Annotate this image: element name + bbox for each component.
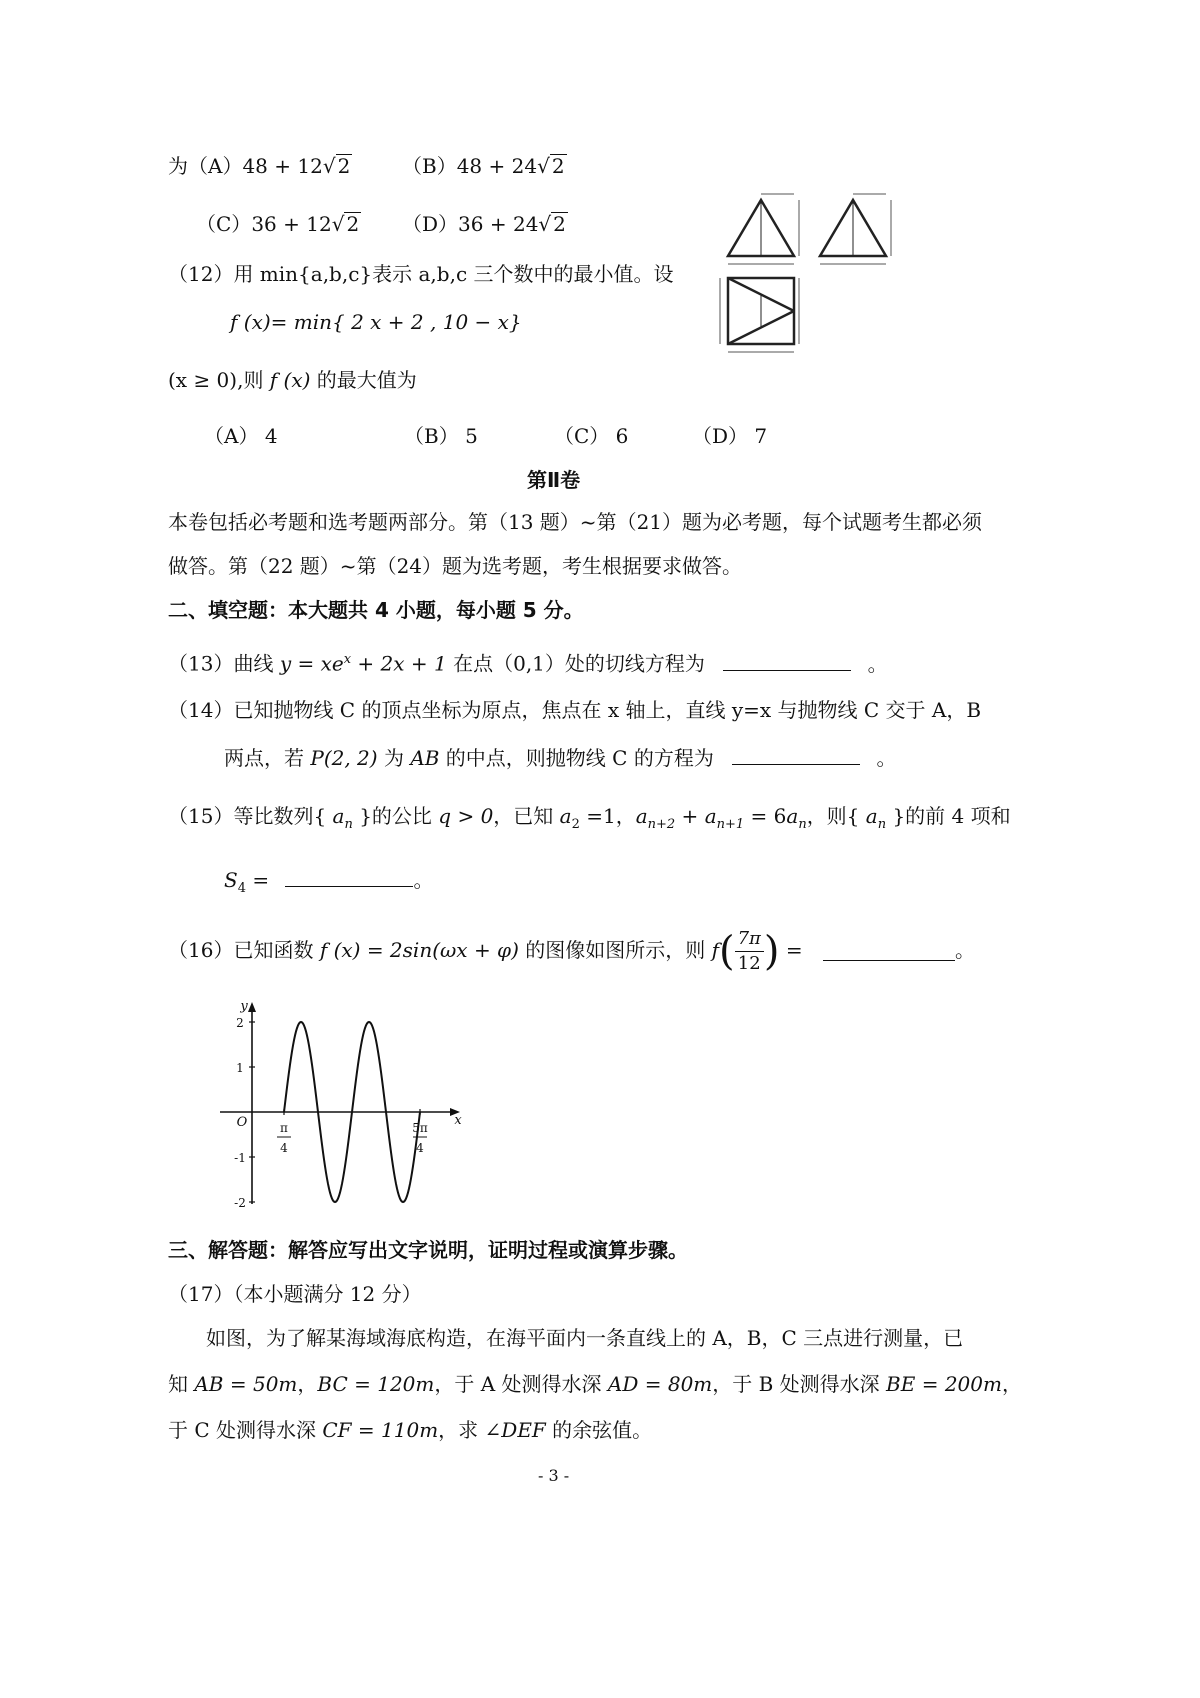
q11-a-radicand: 2 bbox=[337, 154, 351, 178]
q11-option-a bbox=[168, 152, 352, 180]
q11-d-radicand: 2 bbox=[553, 212, 566, 236]
q12-option-d bbox=[692, 422, 767, 450]
q15-sum: S bbox=[224, 868, 238, 892]
q15-rec-sub: n+1 bbox=[716, 817, 745, 832]
q12-question: 的最大值为 bbox=[310, 368, 417, 392]
option-value: 4 bbox=[264, 424, 278, 448]
q14-text: 为 bbox=[377, 746, 411, 770]
q12-stem: （12）用 min{a,b,c}表示 a,b,c 三个数中的最小值。设 bbox=[168, 262, 674, 286]
q11-prefix: 为（A） bbox=[168, 154, 243, 178]
page-number: - 3 - bbox=[538, 1466, 570, 1485]
q14-text: 两点，若 bbox=[224, 746, 311, 770]
q15-rec-sub: n bbox=[798, 817, 807, 832]
q17-line1: 如图，为了解某海域海底构造，在海平面内一条直线上的 A，B，C 三点进行测量，已 bbox=[206, 1326, 964, 1350]
q15-text: =1， bbox=[579, 804, 636, 828]
q15-line1 bbox=[168, 802, 1011, 839]
q16-label: （16）已知函数 bbox=[168, 938, 320, 962]
q16-end: 。 bbox=[955, 938, 975, 962]
q17-question: 的余弦值。 bbox=[545, 1418, 653, 1442]
section2-title: 二、填空题：本大题共 4 小题，每小题 5 分。 bbox=[168, 598, 584, 622]
sqrt-sign: √ bbox=[537, 154, 550, 178]
q15-text: ，则{ bbox=[806, 804, 866, 828]
option-label: （C） bbox=[554, 424, 610, 448]
right-paren: ) bbox=[763, 928, 780, 975]
part2-title: 第Ⅱ卷 bbox=[527, 468, 581, 492]
q15-seq-sub: n bbox=[344, 817, 353, 832]
q11-d-value: 36 + 24 bbox=[458, 212, 539, 236]
q17-header: （17）（本小题满分 12 分） bbox=[168, 1282, 422, 1306]
q12-func-ref: f (x) bbox=[269, 368, 311, 392]
q14-segment: AB bbox=[410, 746, 440, 770]
q13-question: 在点（0,1）处的切线方程为 bbox=[446, 651, 705, 676]
q15-a2-sub: 2 bbox=[571, 817, 580, 832]
top-view bbox=[728, 278, 794, 344]
option-value: 7 bbox=[754, 424, 768, 448]
x-tick-denominator: 4 bbox=[280, 1141, 288, 1155]
q11-c-value: 36 + 12 bbox=[251, 212, 332, 236]
q15-ratio: q > 0 bbox=[438, 804, 494, 828]
q13-end: 。 bbox=[867, 651, 888, 676]
q14-line1: （14）已知抛物线 C 的顶点坐标为原点，焦点在 x 轴上，直线 y=x 与抛物线 C 交于 A，B bbox=[168, 698, 982, 722]
q17-bc: BC = 120m bbox=[317, 1372, 435, 1396]
q13 bbox=[168, 646, 888, 678]
q16-f: f bbox=[711, 938, 719, 962]
q15-question: }的前 4 项和 bbox=[886, 804, 1011, 828]
q17-be: BE = 200m bbox=[886, 1372, 1002, 1396]
q14-question: 的中点，则抛物线 C 的方程为 bbox=[439, 746, 714, 770]
q11-c-label: （C） bbox=[196, 212, 252, 236]
x-tick-numerator: π bbox=[280, 1121, 288, 1135]
y-tick-label: 2 bbox=[236, 1016, 244, 1030]
q15-rec: a bbox=[786, 804, 799, 828]
q14-end: 。 bbox=[876, 746, 897, 770]
q11-option-b bbox=[402, 152, 567, 180]
q15-line2 bbox=[224, 866, 433, 903]
option-label: （D） bbox=[692, 424, 749, 448]
q15-rec: a bbox=[704, 804, 717, 828]
part2-intro-line1: 本卷包括必考题和选考题两部分。第（13 题）~第（21）题为必考题，每个试题考生都必须 bbox=[168, 510, 983, 534]
left-paren: ( bbox=[719, 928, 735, 975]
q15-text: }的公比 bbox=[352, 804, 439, 828]
q15-seq: a bbox=[332, 804, 345, 828]
q14-point: P(2, 2) bbox=[310, 746, 378, 770]
q16-numerator: 7π bbox=[735, 927, 764, 952]
option-label: （A） bbox=[204, 424, 259, 448]
y-axis-arrow bbox=[248, 1002, 256, 1012]
option-value: 6 bbox=[615, 424, 629, 448]
q13-answer-blank[interactable] bbox=[723, 652, 851, 671]
q14-answer-blank[interactable] bbox=[732, 746, 860, 765]
q17-text: ，于 B 处测得水深 bbox=[712, 1372, 887, 1396]
q15-text: ，已知 bbox=[493, 804, 560, 828]
q11-b-value: 48 + 24 bbox=[456, 154, 538, 178]
option-label: （B） bbox=[404, 424, 459, 448]
q17-cf: CF = 110m bbox=[322, 1418, 439, 1442]
q11-b-label: （B） bbox=[402, 154, 457, 178]
q17-ad: AD = 80m bbox=[607, 1372, 713, 1396]
q15-rec-op: = 6 bbox=[744, 804, 787, 828]
q16-denominator: 12 bbox=[737, 953, 761, 974]
three-view-figure bbox=[715, 180, 925, 360]
section3-title: 三、解答题：解答应写出文字说明，证明过程或演算步骤。 bbox=[168, 1238, 688, 1262]
y-axis-label: y bbox=[240, 999, 248, 1014]
q17-line2 bbox=[168, 1370, 1022, 1398]
q17-text: ， bbox=[297, 1372, 318, 1396]
q15-rec-op: + bbox=[675, 804, 705, 828]
q16-fraction bbox=[735, 927, 764, 976]
q12-function: f (x)= min{ 2 x + 2 , 10 − x} bbox=[230, 310, 522, 334]
q13-curve: y = xe bbox=[279, 651, 344, 676]
sqrt-sign: √ bbox=[538, 212, 552, 236]
option-value: 5 bbox=[465, 424, 478, 448]
q15-eq: = bbox=[245, 868, 270, 892]
q14-line2 bbox=[224, 744, 897, 772]
q12-option-c bbox=[554, 422, 628, 450]
x-tick-denominator: 4 bbox=[416, 1141, 424, 1155]
x-tick-numerator: 5π bbox=[412, 1121, 428, 1135]
q15-seq-sub: n bbox=[877, 817, 887, 832]
q12-option-b bbox=[404, 422, 478, 450]
q17-angle: ∠DEF bbox=[484, 1418, 546, 1442]
x-axis-label: x bbox=[454, 1113, 462, 1128]
q16 bbox=[168, 922, 975, 978]
sqrt-sign: √ bbox=[322, 154, 336, 178]
q15-seq: a bbox=[865, 804, 878, 828]
q17-text: ， bbox=[1001, 1372, 1022, 1396]
sqrt-sign: √ bbox=[331, 212, 345, 236]
y-tick-label: -1 bbox=[234, 1151, 246, 1165]
q15-answer-blank[interactable] bbox=[285, 868, 413, 887]
side-view bbox=[820, 200, 886, 256]
q11-b-radicand: 2 bbox=[551, 154, 565, 178]
q13-label: （13）曲线 bbox=[168, 651, 280, 676]
q11-c-radicand: 2 bbox=[346, 212, 360, 236]
q17-text: 于 C 处测得水深 bbox=[168, 1418, 323, 1442]
q16-question: 的图像如图所示，则 bbox=[518, 938, 712, 962]
origin-label: O bbox=[236, 1115, 248, 1130]
q16-answer-blank[interactable] bbox=[823, 942, 955, 961]
q15-sum-sub: 4 bbox=[237, 881, 246, 896]
q17-text: ，于 A 处测得水深 bbox=[434, 1372, 608, 1396]
q12-option-a bbox=[204, 422, 278, 450]
y-tick-label: -2 bbox=[234, 1196, 246, 1210]
sine-graph bbox=[210, 998, 470, 1214]
q17-ab: AB = 50m bbox=[194, 1372, 298, 1396]
q12-domain: (x ≥ 0),则 bbox=[168, 368, 270, 392]
q16-function: f (x) = 2sin(ωx + φ) bbox=[319, 938, 519, 962]
q11-option-c bbox=[196, 210, 361, 238]
q11-a-value: 48 + 12 bbox=[242, 154, 323, 178]
q15-rec: a bbox=[635, 804, 648, 828]
front-view bbox=[728, 200, 794, 256]
q13-exponent: x bbox=[343, 652, 352, 667]
q17-text: 知 bbox=[168, 1372, 195, 1396]
part2-intro-line2: 做答。第（22 题）~第（24）题为选考题，考生根据要求做答。 bbox=[168, 554, 743, 578]
q15-a2: a bbox=[559, 804, 572, 828]
q11-d-label: （D） bbox=[402, 212, 459, 236]
q15-rec-sub: n+2 bbox=[647, 817, 676, 832]
q11-option-d bbox=[402, 210, 568, 238]
y-tick-label: 1 bbox=[236, 1061, 244, 1075]
q15-end: 。 bbox=[413, 868, 434, 892]
q17-line3 bbox=[168, 1416, 652, 1444]
q12-condition bbox=[168, 366, 417, 394]
q15-label: （15）等比数列{ bbox=[168, 804, 333, 828]
q16-eq: = bbox=[779, 938, 803, 962]
q13-curve-rest: + 2x + 1 bbox=[351, 651, 447, 676]
q17-text: ，求 bbox=[438, 1418, 485, 1442]
